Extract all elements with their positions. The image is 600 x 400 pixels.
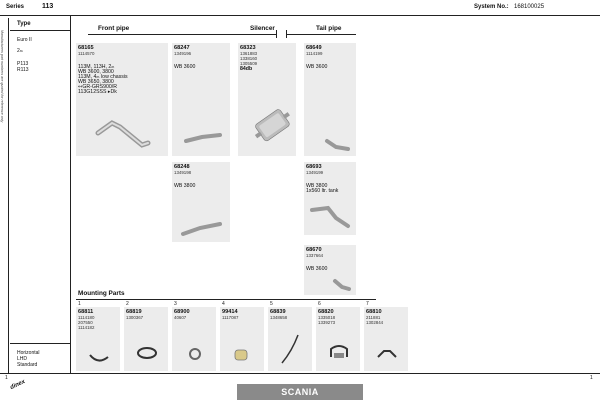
type-rule (10, 30, 70, 31)
part-number: 68810 (366, 309, 382, 315)
part-note: 1x560 ltr. tank (306, 188, 339, 194)
mount-panel-68810[interactable] (364, 307, 408, 371)
mount-panel-68811[interactable] (76, 307, 120, 371)
mount-panel-68900[interactable] (172, 307, 216, 371)
part-number: 68165 (78, 45, 94, 51)
mount-pos: 5 (270, 301, 273, 307)
part-note: WB 3600 (306, 266, 328, 272)
tail-pointer (286, 30, 287, 38)
clamp-drawing (328, 343, 350, 361)
part-note: 113M, 113H, 2ₘ (78, 64, 115, 70)
tail-pipe-drawing (332, 277, 352, 293)
part-ref: 1114199 (306, 51, 323, 56)
part-number: 68670 (306, 247, 322, 253)
part-ref: 1348658 (270, 315, 288, 320)
mount-panel-99414[interactable] (220, 307, 264, 371)
mount-panel-68820[interactable] (316, 307, 360, 371)
mount-panel-68819[interactable] (124, 307, 168, 371)
mount-pos: 3 (174, 301, 177, 307)
drive-side: LHD (17, 356, 28, 362)
part-ref: 1302844 (366, 320, 384, 325)
page-number-left: 1 (5, 375, 8, 381)
tail-pipe-drawing (324, 137, 352, 153)
part-note: ↤GR-GRS900/R (78, 84, 117, 90)
part-ref: 207550 (78, 320, 93, 325)
type-axle: 2ₘ (17, 48, 23, 54)
header-rule (0, 15, 600, 16)
part-ref: 1361883 (240, 51, 258, 56)
bottom-rule (10, 343, 70, 344)
part-panel-68323[interactable] (238, 43, 296, 156)
ring-drawing (188, 347, 202, 361)
section-front-pipe: Front pipe (98, 25, 130, 32)
sidebar-strip (0, 18, 9, 373)
footer-rule (0, 373, 600, 374)
part-note: 84db (240, 66, 253, 72)
part-panel-68693[interactable] (304, 162, 356, 235)
orientation: Horizontal (17, 350, 40, 356)
sleeve-drawing (232, 347, 250, 363)
section-tail-pipe: Tail pipe (316, 25, 342, 32)
column-divider (70, 15, 71, 373)
dinex-logo: dinex (9, 378, 27, 392)
bracket-drawing (376, 347, 398, 361)
section-mounting-parts: Mounting Parts (78, 290, 125, 297)
mount-pos: 2 (126, 301, 129, 307)
part-number: 68839 (270, 309, 286, 315)
part-number: 68811 (78, 309, 94, 315)
section-silencer: Silencer (250, 25, 275, 32)
part-number: 68693 (306, 164, 322, 170)
part-note: 113M, 4ₘ low chassis (78, 74, 128, 80)
part-number: 68248 (174, 164, 190, 170)
front-pipe-drawing (94, 115, 154, 153)
clamp-drawing (136, 345, 158, 361)
part-ref: 1339273 (318, 320, 336, 325)
part-ref: 1335018 (318, 315, 336, 320)
part-panel-68670[interactable] (304, 245, 356, 295)
part-note: 113G12SSS ▸Dk (78, 89, 117, 95)
part-number: 68247 (174, 45, 190, 51)
part-note: WB 3800 (306, 183, 328, 189)
part-number: 68819 (126, 309, 142, 315)
part-ref: 1338160 (240, 56, 258, 61)
mount-pos: 6 (318, 301, 321, 307)
part-note: WB 3600 (306, 64, 328, 70)
strap-drawing (278, 331, 302, 367)
vertical-note: Manufacturers part numbers are quoted for reference only (0, 30, 4, 123)
part-ref: 1114182 (78, 325, 95, 330)
part-note: WB 3600 (174, 64, 196, 70)
part-panel-68247[interactable] (172, 43, 230, 156)
front-pipe-line (88, 34, 276, 35)
type-euro: Euro II (17, 37, 32, 43)
variant: Standard (17, 362, 38, 368)
part-panel-68248[interactable] (172, 162, 230, 242)
part-ref: 1114180 (78, 315, 95, 320)
tail-pipe-drawing (308, 202, 352, 230)
part-number: 68820 (318, 309, 334, 315)
type-label: Type (17, 21, 31, 27)
type-r113: R113 (17, 67, 29, 73)
part-ref: 1117087 (222, 315, 239, 320)
mounting-rule (76, 299, 376, 300)
part-ref: 211881 (366, 315, 381, 320)
part-number: 68323 (240, 45, 256, 51)
part-ref: 1337664 (306, 253, 324, 258)
part-ref: 40607 (174, 315, 187, 320)
mount-pos: 7 (366, 301, 369, 307)
part-ref: 1349198 (174, 170, 192, 175)
silencer-pointer (276, 30, 277, 38)
part-number: 68649 (306, 45, 322, 51)
part-panel-68649[interactable] (304, 43, 356, 156)
part-ref: 1349196 (174, 51, 192, 56)
tail-pipe-line (286, 34, 356, 35)
mount-pos: 1 (78, 301, 81, 307)
bracket-drawing (88, 351, 110, 365)
part-ref: 1305509 (240, 61, 258, 66)
part-ref: 1349199 (306, 170, 324, 175)
part-note: WB 3650, 3800 (78, 79, 114, 85)
series-value: 113 (42, 3, 54, 10)
type-p113: P113 (17, 61, 29, 67)
silencer-drawing (252, 103, 294, 149)
brand-bar: SCANIA (237, 384, 363, 400)
series-label: Series (6, 4, 25, 10)
part-number: 99414 (222, 309, 238, 315)
part-note: WB 3600, 3800 (78, 69, 114, 75)
mount-panel-68839[interactable] (268, 307, 312, 371)
system-label: System No.: (474, 4, 509, 10)
pipe-drawing (184, 131, 224, 145)
part-ref: 1114570 (78, 51, 95, 56)
system-value: 168100025 (514, 4, 545, 10)
part-ref: 1300367 (126, 315, 144, 320)
pipe-drawing (180, 220, 224, 238)
page-number-right: 1 (590, 375, 593, 381)
part-note: WB 3800 (174, 183, 196, 189)
part-number: 68900 (174, 309, 190, 315)
mount-pos: 4 (222, 301, 225, 307)
part-panel-68165[interactable] (76, 43, 168, 156)
